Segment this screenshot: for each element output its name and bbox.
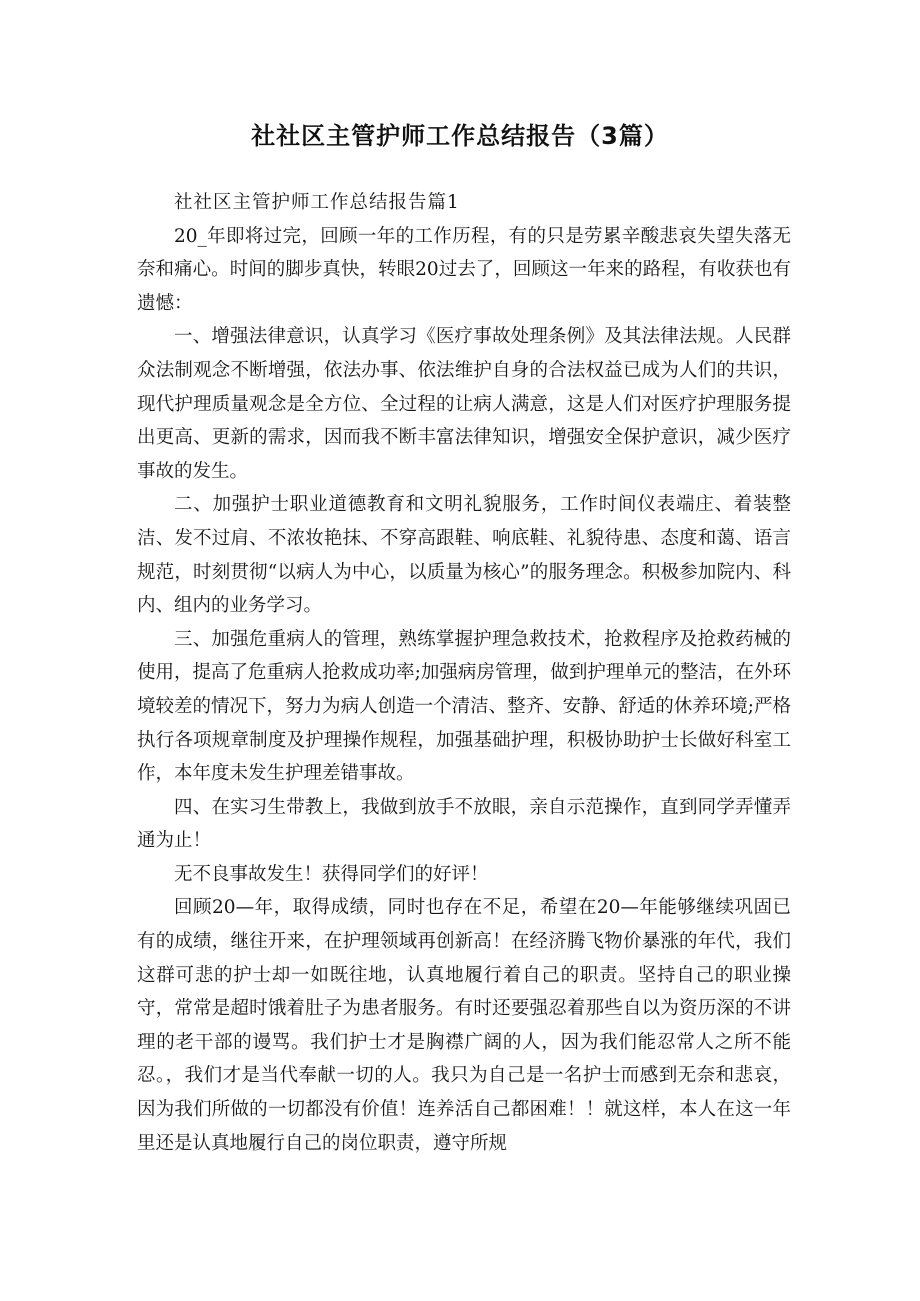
document-body bbox=[137, 186, 791, 1160]
paragraph-point-1: 一、增强法律意识，认真学习《医疗事故处理条例》及其法律法规。人民群众法制观念不断增强，依法办事、依法维护自身的合法权益已成为人们的共识，现代护理质量观念是全方位、全过程的让病人满意，这是人们对医疗护理服务提出更高、更新的需求，因而我不断丰富法律知识，增强安全保护意识，减少医疗事故的发生。 bbox=[137, 326, 791, 482]
paragraph-review: 回顾20—年，取得成绩，同时也存在不足，希望在20—年能够继续巩固已有的成绩，继往开来，在护理领域再创新高！在经济腾飞物价暴涨的年代，我们这群可悲的护士却一如既往地，认真地履行着自己的职责。坚持自己的职业操守，常常是超时饿着肚子为患者服务。有时还要强忍着那些自以为资历深的不讲理的老干部的谩骂。我们护士才是胸襟广阔的人，因为我们能忍常人之所不能忍。，我们才是当代奉献一切的人。我只为自己是一名护士而感到无奈和悲哀，因为我们所做的一切都没有价值！连养活自己都困难！！就这样，本人在这一年里还是认真地履行自己的岗位职责，遵守所规 bbox=[137, 897, 791, 1154]
paragraph-point-4: 四、在实习生带教上，我做到放手不放眼，亲自示范操作，直到同学弄懂弄通为止！ bbox=[137, 796, 791, 852]
document-title: 社社区主管护师工作总结报告（3篇） bbox=[251, 122, 669, 150]
paragraph-point-3: 三、加强危重病人的管理，熟练掌握护理急救技术，抢救程序及抢救药械的使用，提高了危重病人抢救成功率;加强病房管理，做到护理单元的整洁，在外环境较差的情况下，努力为病人创造一个清洁、整齐、安静、舒适的休养环境;严格执行各项规章制度及护理操作规程，加强基础护理，积极协助护士长做好科室工作，本年度未发生护理差错事故。 bbox=[137, 628, 791, 785]
section-heading: 社社区主管护师工作总结报告篇1 bbox=[174, 192, 460, 213]
paragraph-point-2: 二、加强护士职业道德教育和文明礼貌服务，工作时间仪表端庄、着装整洁、发不过肩、不浓妆艳抹、不穿高跟鞋、响底鞋、礼貌待患、态度和蔼、语言规范，时刻贯彻“以病人为中心，以质量为核心”的服务理念。积极参加院内、科内、组内的业务学习。 bbox=[137, 494, 791, 617]
paragraph-intro: 20_年即将过完，回顾一年的工作历程，有的只是劳累辛酸悲哀失望失落无奈和痛心。时间的脚步真快，转眼20过去了，回顾这一年来的路程，有收获也有遗憾： bbox=[137, 225, 791, 314]
paragraph-note: 无不良事故发生！获得同学们的好评！ bbox=[174, 863, 489, 885]
